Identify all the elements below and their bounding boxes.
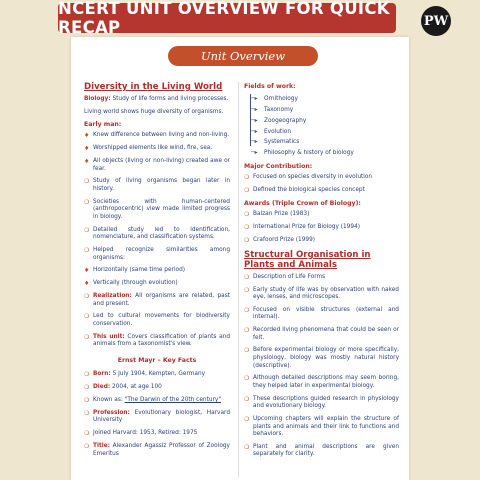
list-item: ─▸ Evolution (250, 127, 399, 138)
column-divider (238, 82, 239, 477)
list-item: ❍ Realization: All organisms are related, past and present. (84, 293, 230, 307)
list-item: ❍ Early study of life was by observation with naked eye, lenses, and microscopes. (244, 286, 399, 301)
diamond-bullet-icon: ♦ (84, 267, 90, 275)
list-item: ─▸ Taxonomy (250, 105, 399, 116)
circle-bullet-icon: ❍ (244, 273, 250, 281)
circle-bullet-icon: ❍ (84, 178, 90, 186)
circle-bullet-icon: ❍ (84, 333, 90, 341)
list-item: ❍ Before experimental biology or more specifically, physiology, biology was mostly natural history (descriptive). (244, 347, 399, 369)
diamond-bullet-icon: ♦ (84, 280, 90, 288)
circle-bullet-icon: ❍ (84, 396, 90, 404)
list-item: ❍ Although detailed descriptions may seem boring, they helped later in experimental biology. (244, 375, 399, 389)
circle-bullet-icon: ❍ (244, 395, 250, 403)
list-item: ❍ These descriptions guided research in physiology and evolutionary biology. (244, 395, 399, 410)
diamond-bullet-icon: ♦ (84, 158, 90, 166)
circle-bullet-icon: ❍ (244, 327, 250, 335)
list-item: ─▸ Philosophy & history of biology (250, 148, 399, 159)
circle-bullet-icon: ❍ (84, 430, 90, 438)
arrow-right-icon: ─▸ (251, 116, 258, 124)
ernst-mayr-title: Ernst Mayr – Key Facts (117, 356, 197, 364)
diamond-bullet-icon: ♦ (84, 145, 90, 153)
arrow-right-icon: ─▸ (251, 95, 258, 103)
biology-definition: Biology: Study of life forms and living processes. (84, 95, 229, 102)
list-item: ❍ Title: Alexander Agassiz Professor of Zoology Emeritus (84, 442, 230, 457)
circle-bullet-icon: ❍ (84, 409, 90, 417)
awards-heading: Awards (Triple Crown of Biology): (244, 199, 361, 207)
fields-tree (250, 94, 399, 159)
list-item: ♦ Knew difference between living and non-living. (84, 132, 230, 140)
circle-bullet-icon: ❍ (84, 293, 90, 301)
circle-bullet-icon: ❍ (84, 383, 90, 391)
list-item: ♦ Worshipped elements like wind, fire, sea. (84, 145, 213, 153)
circle-bullet-icon: ❍ (84, 371, 90, 379)
circle-bullet-icon: ❍ (244, 236, 250, 244)
list-item: ❍ Focused on visible structures (external and internal). (244, 306, 399, 321)
page-banner: NCERT UNIT OVERVIEW FOR QUICK RECAP (58, 3, 396, 33)
list-item: ♦ Horizontally (same time period) (84, 267, 186, 275)
circle-bullet-icon: ❍ (244, 174, 250, 182)
list-item: ❍ Plant and animal descriptions are given separately for clarity. (244, 443, 399, 458)
circle-bullet-icon: ❍ (244, 211, 250, 219)
list-item: ❍ Upcoming chapters will explain the structure of plants and animals and their link to functions and behaviors. (244, 415, 399, 438)
list-item: ❍ Description of Life Forms (244, 273, 326, 281)
circle-bullet-icon: ❍ (84, 226, 90, 234)
circle-bullet-icon: ❍ (244, 306, 250, 314)
list-item: ─▸ Ornithology (250, 94, 399, 105)
list-item: ❍ Focused on species diversity in evolution (244, 174, 373, 182)
arrow-right-icon: ─▸ (251, 105, 258, 113)
arrow-right-icon: ─▸ (251, 149, 258, 157)
arrow-right-icon: ─▸ (251, 138, 258, 146)
diversity-text: Living world shows huge diversity of organisms. (84, 108, 224, 115)
circle-bullet-icon: ❍ (244, 375, 250, 383)
list-item: ♦ Vertically (through evolution) (84, 280, 178, 288)
list-item: ❍ International Prize for Biology (1994) (244, 224, 361, 232)
list-item: ♦ All objects (living or non-living) created awe or fear. (84, 158, 230, 172)
left-column (84, 83, 230, 463)
list-item: ❍ Societies with human-centered (anthropocentric) view made limited progress in biology. (84, 198, 230, 220)
diversity-heading: Diversity in the Living World (84, 82, 223, 92)
circle-bullet-icon: ❍ (244, 443, 250, 451)
list-item: ❍ Died: 2004, at age 100 (84, 383, 162, 391)
circle-bullet-icon: ❍ (84, 198, 90, 206)
circle-bullet-icon: ❍ (84, 442, 90, 450)
arrow-right-icon: ─▸ (251, 127, 258, 135)
list-item: ❍ Joined Harvard: 1953, Retired: 1975 (84, 430, 198, 438)
list-item: ❍ Helped recognize similarities among organisms: (84, 246, 230, 261)
list-item: ❍ Balzan Prize (1983) (244, 211, 310, 219)
list-item: ❍ Defined the biological species concept (244, 187, 365, 195)
major-contribution-heading: Major Contribution: (244, 162, 313, 170)
list-item: ❍ Detailed study led to identification, nomenclature, and classification systems. (84, 226, 230, 241)
list-item: ❍ Crafoord Prize (1999) (244, 236, 316, 244)
structural-heading: Structural Organisation in Plants and Animals (244, 249, 371, 270)
circle-bullet-icon: ❍ (244, 187, 250, 195)
unit-overview-title: Unit Overview (168, 46, 318, 66)
early-man-heading: Early man: (84, 121, 122, 129)
list-item: ❍ Known as: "The Darwin of the 20th century" (84, 396, 222, 404)
circle-bullet-icon: ❍ (84, 313, 90, 321)
list-item: ❍ Led to cultural movements for biodiversity conservation. (84, 313, 230, 327)
circle-bullet-icon: ❍ (244, 347, 250, 355)
list-item: ❍ Recorded living phenomena that could be seen or felt. (244, 327, 399, 341)
list-item: ─▸ Zoogeography (250, 116, 399, 127)
list-item: ❍ Study of living organisms began later in history. (84, 178, 230, 193)
circle-bullet-icon: ❍ (244, 286, 250, 294)
circle-bullet-icon: ❍ (84, 246, 90, 254)
list-item: ❍ This unit: Covers classification of plants and animals from a taxonomist's view. (84, 333, 230, 348)
diamond-bullet-icon: ♦ (84, 132, 90, 140)
list-item: ─▸ Systematics (250, 137, 399, 148)
circle-bullet-icon: ❍ (244, 415, 250, 423)
overview-sheet (71, 37, 409, 480)
list-item: ❍ Profession: Evolutionary biologist, Harvard University (84, 409, 230, 424)
fields-heading: Fields of work: (244, 83, 296, 90)
pw-logo: PW (421, 6, 451, 36)
circle-bullet-icon: ❍ (244, 224, 250, 232)
right-column (244, 83, 399, 464)
list-item: ❍ Born: 5 July 1904, Kempten, Germany (84, 371, 206, 379)
